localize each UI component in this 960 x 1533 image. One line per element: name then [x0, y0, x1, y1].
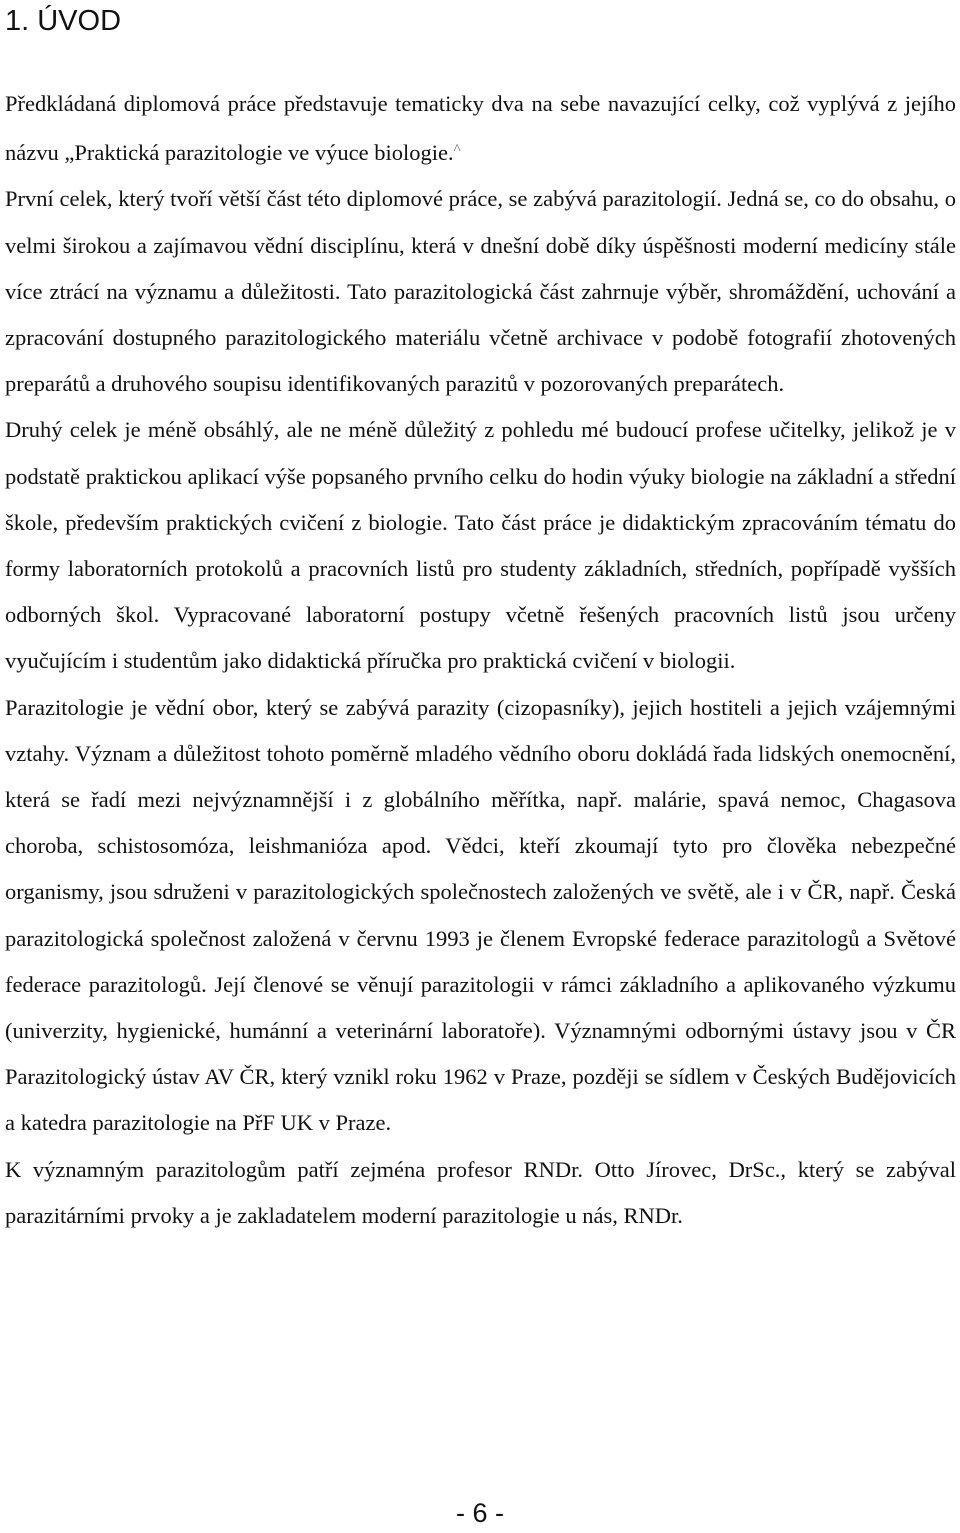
paragraph-first-part: První celek, který tvoří větší část této diplomové práce, se zabývá parazitologií. Jedná se, co do obsahu, o velmi širokou a zajímavou vědní disciplínu, která v dnešní době díky úspěšnosti moderní medicíny stále více ztrácí na významu a důležitosti. Tato parazitologická část zahrnuje výběr, shromáždění, uchování a zpracování dostupného parazitologického materiálu včetně archivace v podobě fotografií zhotovených preparátů a druhového soupisu identifikovaných parazitů v pozorovaných preparátech. [5, 186, 956, 397]
page-number: - 6 - [455, 1498, 504, 1528]
body-text [5, 81, 956, 1239]
paragraph-second-part: Druhý celek je méně obsáhlý, ale ne méně důležitý z pohledu mé budoucí profese učitelky, jelikož je v podstatě praktickou aplikací výše popsaného prvního celku do hodin výuky biologie na základní a střední škole, především praktických cvičení z biologie. Tato část práce je didaktickým zpracováním tématu do formy laboratorních protokolů a pracovních listů pro studenty základních, středních, popřípadě vyšších odborných škol. Vypracované laboratorní postupy včetně řešených pracovních listů jsou určeny vyučujícím i studentům jako didaktická příručka pro praktická cvičení v biologii. [5, 417, 956, 674]
footnote-mark: ^ [453, 142, 461, 159]
paragraph-parasitology: Parazitologie je vědní obor, který se zabývá parazity (cizopasníky), jejich hostiteli a jejich vzájemnými vztahy. Význam a důležitost tohoto poměrně mladého vědního oboru dokládá řada lidských onemocnění, která se řadí mezi nejvýznamnější i z globálního měřítka, např. malárie, spavá nemoc, Chagasova choroba, schistosomóza, leishmanióza apod. Vědci, kteří zkoumají tyto pro člověka nebezpečné organismy, jsou sdruženi v parazitologických společnostech založených ve světě, ale i v ČR, např. Česká parazitologická společnost založená v červnu 1993 je členem Evropské federace parazitologů a Světové federace parazitologů. Její členové se věnují parazitologii v rámci základního a aplikovaného výzkumu (univerzity, hygienické, humánní a veterinární laboratoře). Významnými odbornými ústavy jsou v ČR Parazitologický ústav AV ČR, který vznikl roku 1962 v Praze, později se sídlem v Českých Budějovicích a katedra parazitologie na PřF UK v Praze. [5, 694, 956, 1136]
paragraph-parasitologists: K významným parazitologům patří zejména profesor RNDr. Otto Jírovec, DrSc., který se zabýval parazitárními prvoky a je zakladatelem moderní parazitologie u nás, RNDr. [5, 1156, 956, 1228]
paragraph-intro-text: Předkládaná diplomová práce představuje tematicky dva na sebe navazující celky, což vyplývá z jejího názvu „Praktická parazitologie ve výuce biologie. [5, 91, 956, 166]
paragraph-intro [5, 81, 956, 176]
chapter-heading: 1. ÚVOD [5, 5, 122, 37]
